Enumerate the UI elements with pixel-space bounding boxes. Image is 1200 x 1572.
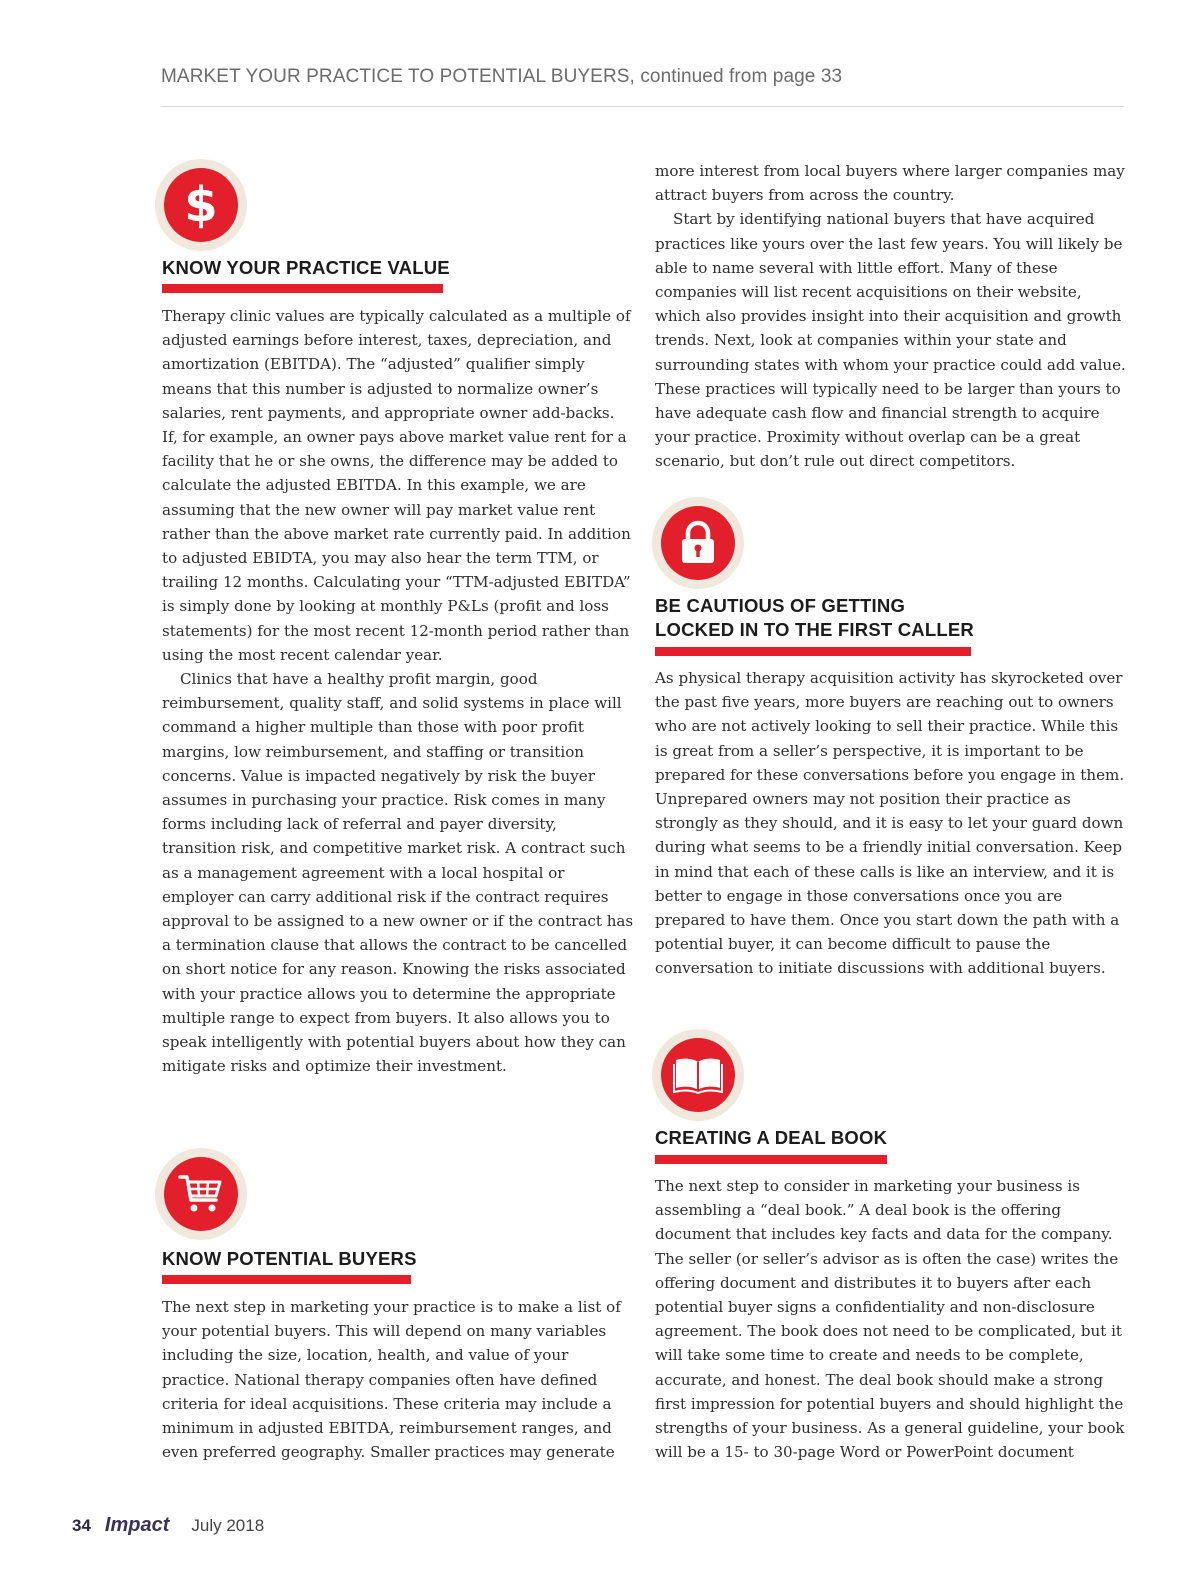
heading-first-caller [655, 594, 974, 642]
shopping-cart-icon [155, 1148, 247, 1240]
page-number: 34 [72, 1516, 91, 1535]
paragraph: The next step to consider in marketing your business is assembling a “deal book.” A deal book is the offering document that includes key facts and data for the company. The seller (or seller’s advisor as is often the case) writes the offering document and distributes it to buyers after each potential buyer signs a confidentiality and non-disclosure agreement. The book does not need to be complicated, but it will take some time to create and needs to be complete, accurate, and honest. The deal book should make a strong first impression for potential buyers and should highlight the strengths of your business. As a general guideline, your book will be a 15- to 30-page Word or PowerPoint document [655, 1177, 1125, 1462]
heading-line: LOCKED IN TO THE FIRST CALLER [655, 619, 974, 640]
section-body-potential-buyers [162, 1295, 634, 1464]
heading-underline [162, 1275, 411, 1284]
header-divider [161, 106, 1124, 107]
section-body-potential-buyers-continued [655, 159, 1127, 474]
paragraph: As physical therapy acquisition activity has skyrocketed over the past five years, more buyers are reaching out to owners who are not actively looking to sell their practice. While this is great from a seller’s perspective, it is important to be prepared for these conversations before you engage in them. Unprepared owners may not position their practice as strongly as they should, and it is easy to let your guard down during what seems to be a friendly initial conversation. Keep in mind that each of these calls is like an interview, and it is better to engage in those conversations once you are prepared to have them. Once you start down the path with a potential buyer, it can become difficult to pause the conversation to initiate discussions with additional buyers. [655, 669, 1125, 978]
heading-underline [655, 1155, 887, 1164]
open-book-icon [652, 1029, 744, 1121]
paragraph: Clinics that have a healthy profit margin, good reimbursement, quality staff, and solid systems in place will command a higher multiple than those with poor profit margins, low reimbursement, and staffing or transition concerns. Value is impacted negatively by risk the buyer assumes in purchasing your practice. Risk comes in many forms including lack of referral and payer diversity, transition risk, and competitive market risk. A contract such as a management agreement with a local hospital or employer can carry additional risk if the contract requires approval to be assigned to a new owner or if the contract has a termination clause that allows the contract to be cancelled on short notice for any reason. Knowing the risks associated with your practice allows you to determine the appropriate multiple range to expect from buyers. It also allows you to speak intelligently with potential buyers about how they can mitigate risks and optimize their investment. [162, 670, 634, 1076]
heading-practice-value: KNOW YOUR PRACTICE VALUE [162, 257, 450, 278]
heading-underline [655, 647, 971, 656]
section-body-practice-value [162, 304, 634, 1079]
issue-date: July 2018 [191, 1516, 265, 1535]
page-footer [72, 1514, 264, 1538]
section-body-deal-book [655, 1174, 1127, 1464]
heading-underline [162, 284, 443, 293]
paragraph: The next step in marketing your practice is to make a list of your potential buyers. This will depend on many variables including the size, location, health, and value of your practice. National therapy companies often have defined criteria for ideal acquisitions. These criteria may include a minimum in adjusted EBITDA, reimbursement ranges, and even preferred geography. Smaller practices may generate [162, 1298, 621, 1462]
paragraph: Start by identifying national buyers that have acquired practices like yours over the last few years. You will likely be able to name several with little effort. Many of these companies will list recent acquisitions on their website, which also provides insight into their acquisition and growth trends. Next, look at companies within your state and surrounding states with whom your practice could add value. These practices will typically need to be larger than yours to have adequate cash flow and financial strength to acquire your practice. Proximity without overlap can be a great scenario, but don’t rule out direct competitors. [655, 210, 1126, 471]
heading-potential-buyers: KNOW POTENTIAL BUYERS [162, 1248, 417, 1269]
heading-line: BE CAUTIOUS OF GETTING [655, 595, 906, 616]
heading-deal-book: CREATING A DEAL BOOK [655, 1127, 888, 1148]
running-header [161, 66, 1124, 88]
running-title: MARKET YOUR PRACTICE TO POTENTIAL BUYERS, [161, 66, 635, 87]
section-body-first-caller [655, 666, 1127, 981]
publication-logo: Impact [104, 1514, 170, 1536]
padlock-icon [652, 497, 744, 589]
paragraph: more interest from local buyers where larger companies may attract buyers from across the country. [655, 162, 1125, 205]
paragraph: Therapy clinic values are typically calculated as a multiple of adjusted earnings before interest, taxes, depreciation, and amortization (EBITDA). The “adjusted” qualifier simply means that this number is adjusted to normalize owner’s salaries, rent payments, and appropriate owner add-backs. If, for example, an owner pays above market value rent for a facility that he or she owns, the difference may be added to calculate the adjusted EBITDA. In this example, we are assuming that the new owner will pay market value rent rather than the above market rate currently paid. In addition to adjusted EBIDTA, you may also hear the term TTM, or trailing 12 months. Calculating your “TTM-adjusted EBITDA” is simply done by looking at monthly P&Ls (profit and loss statements) for the most recent 12-month period rather than using the most recent calendar year. [162, 307, 631, 664]
continued-note: continued from page 33 [634, 66, 843, 87]
dollar-sign-icon: $ [155, 159, 247, 251]
